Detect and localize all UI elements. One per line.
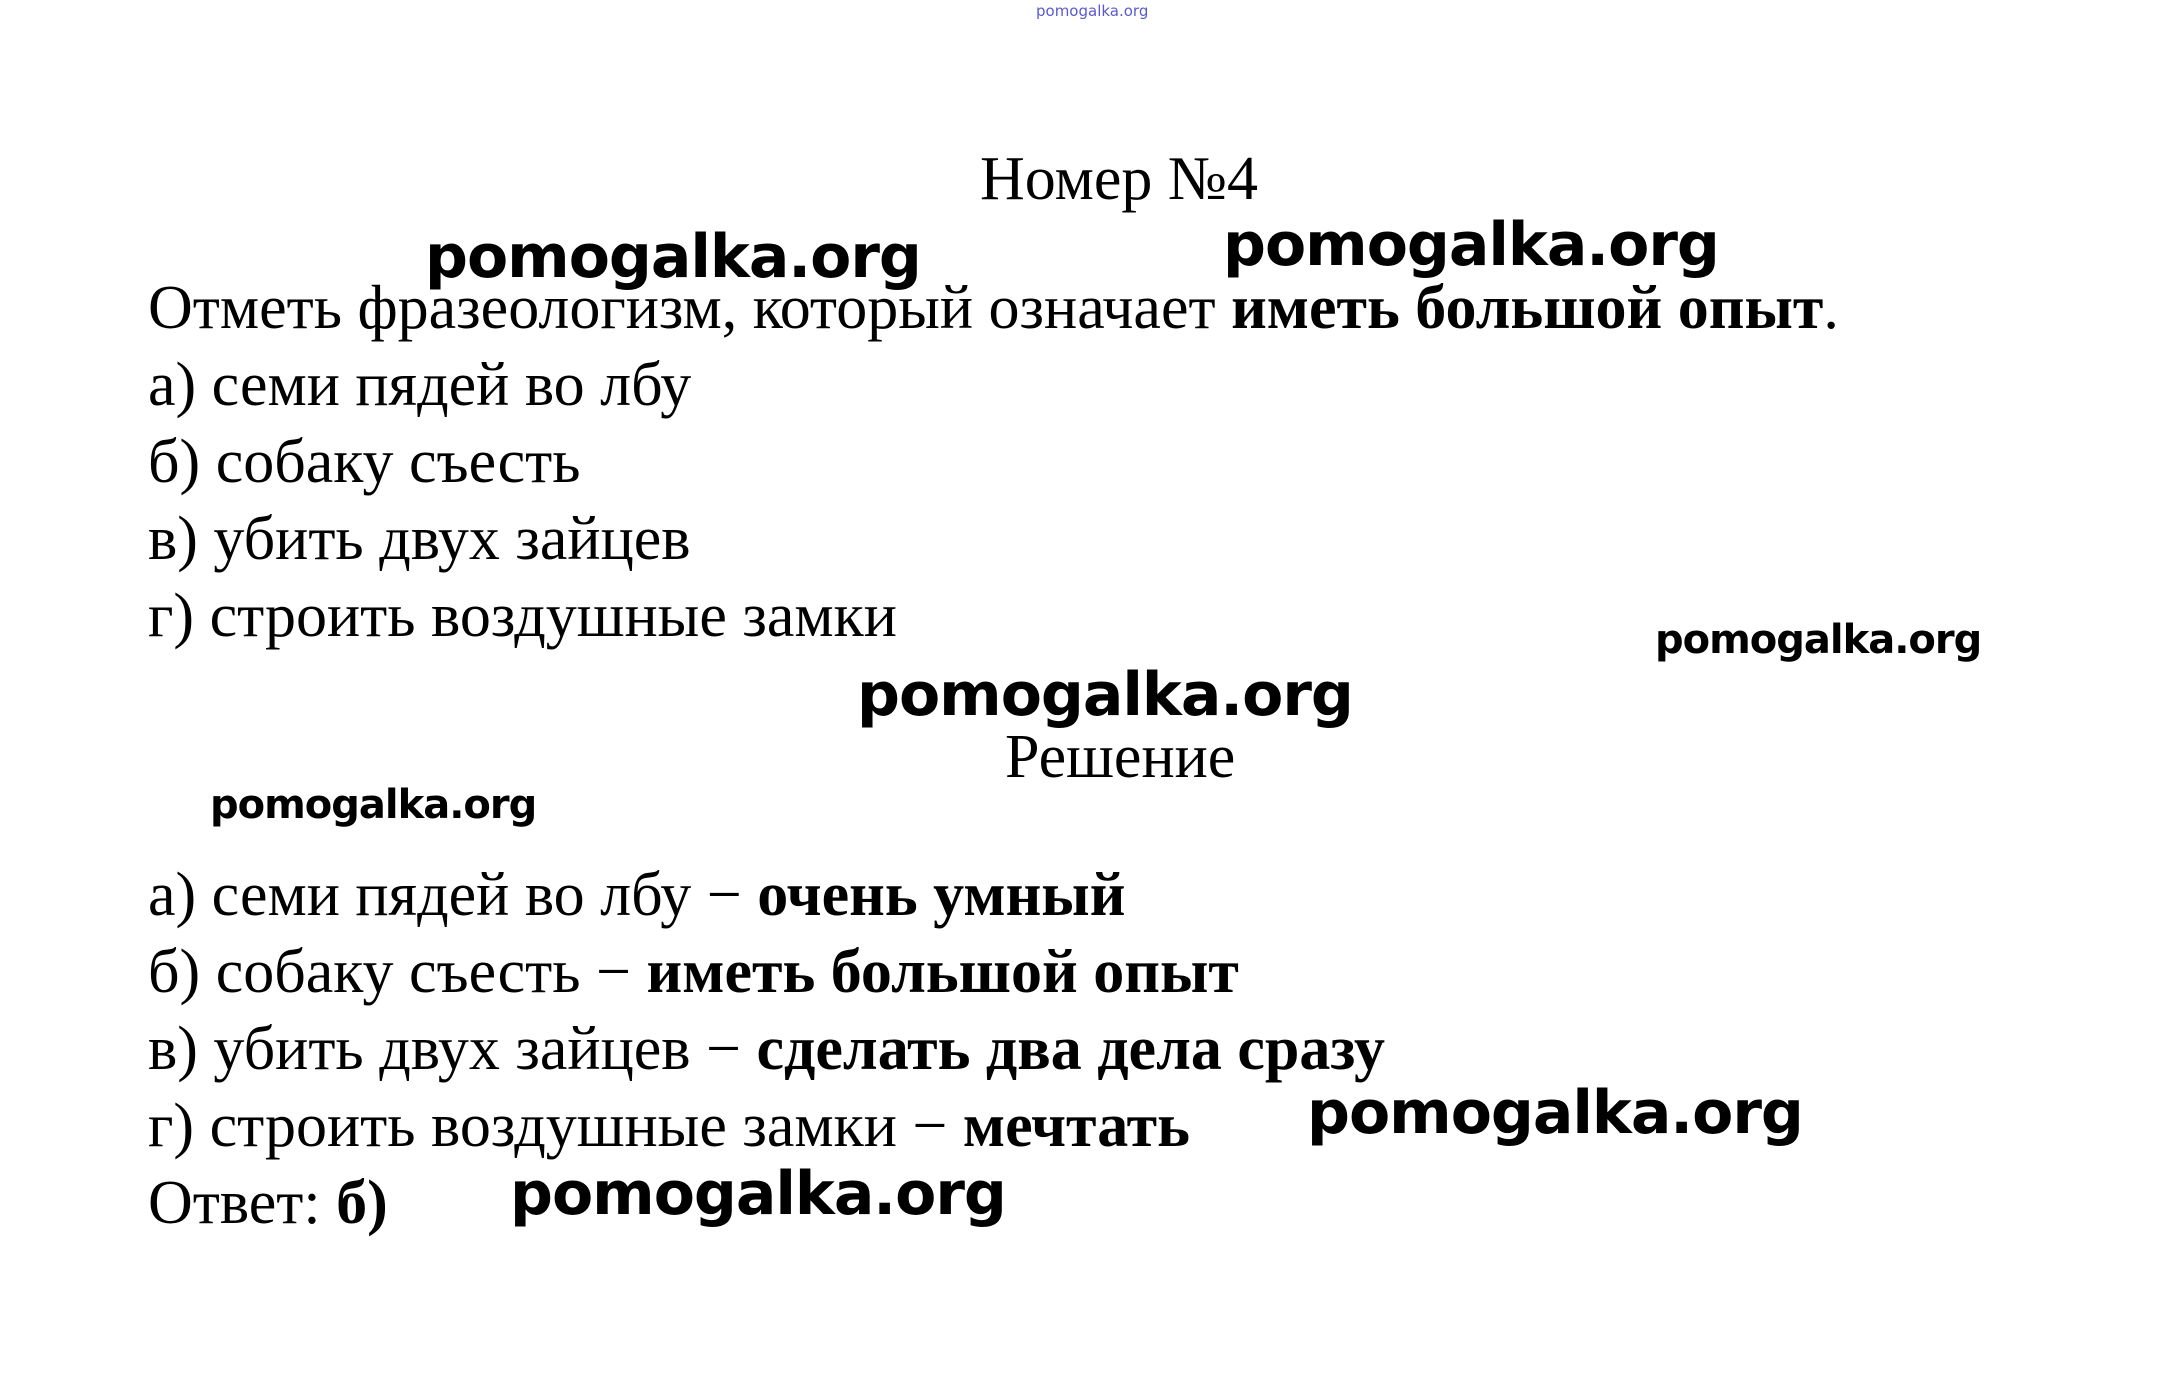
task-question-prefix: Отметь фразеологизм, который означает xyxy=(148,274,1232,342)
solution-heading: Решение xyxy=(1005,723,1236,791)
watermark-2: pomogalka.org xyxy=(1223,210,1719,280)
answer-line xyxy=(148,1167,388,1239)
solution-phrase: а) семи пядей во лбу − xyxy=(148,861,758,929)
solution-meaning: очень умный xyxy=(757,861,1126,929)
task-option: в) убить двух зайцев xyxy=(148,505,691,573)
watermark-7: pomogalka.org xyxy=(510,1159,1006,1229)
solution-meaning: мечтать xyxy=(962,1092,1190,1160)
watermark-5: pomogalka.org xyxy=(210,782,537,828)
task-option: б) собаку съесть xyxy=(148,428,581,496)
task-question-emphasis: иметь большой опыт xyxy=(1231,274,1824,342)
solution-meaning: иметь большой опыт xyxy=(646,938,1239,1006)
task-option: а) семи пядей во лбу xyxy=(148,351,692,419)
solution-phrase: г) строить воздушные замки − xyxy=(148,1092,963,1160)
answer-value: б) xyxy=(336,1169,388,1237)
solution-meaning: сделать два дела сразу xyxy=(756,1015,1385,1083)
solution-item xyxy=(148,859,1125,931)
watermark-3: pomogalka.org xyxy=(1655,617,1982,663)
answer-label: Ответ: xyxy=(148,1169,337,1237)
task-option: г) строить воздушные замки xyxy=(148,582,897,650)
task-question-suffix: . xyxy=(1823,274,1839,342)
watermark-6: pomogalka.org xyxy=(1307,1078,1803,1148)
task-question xyxy=(148,272,1839,344)
solution-phrase: в) убить двух зайцев − xyxy=(148,1015,757,1083)
watermark-4: pomogalka.org xyxy=(857,660,1353,730)
watermark-1: pomogalka.org xyxy=(425,222,921,292)
solution-item xyxy=(148,936,1239,1008)
page-title: Номер №4 xyxy=(980,145,1259,213)
solution-item xyxy=(148,1013,1385,1085)
watermark-top: pomogalka.org xyxy=(1036,2,1149,20)
solution-phrase: б) собаку съесть − xyxy=(148,938,647,1006)
solution-item xyxy=(148,1090,1190,1162)
